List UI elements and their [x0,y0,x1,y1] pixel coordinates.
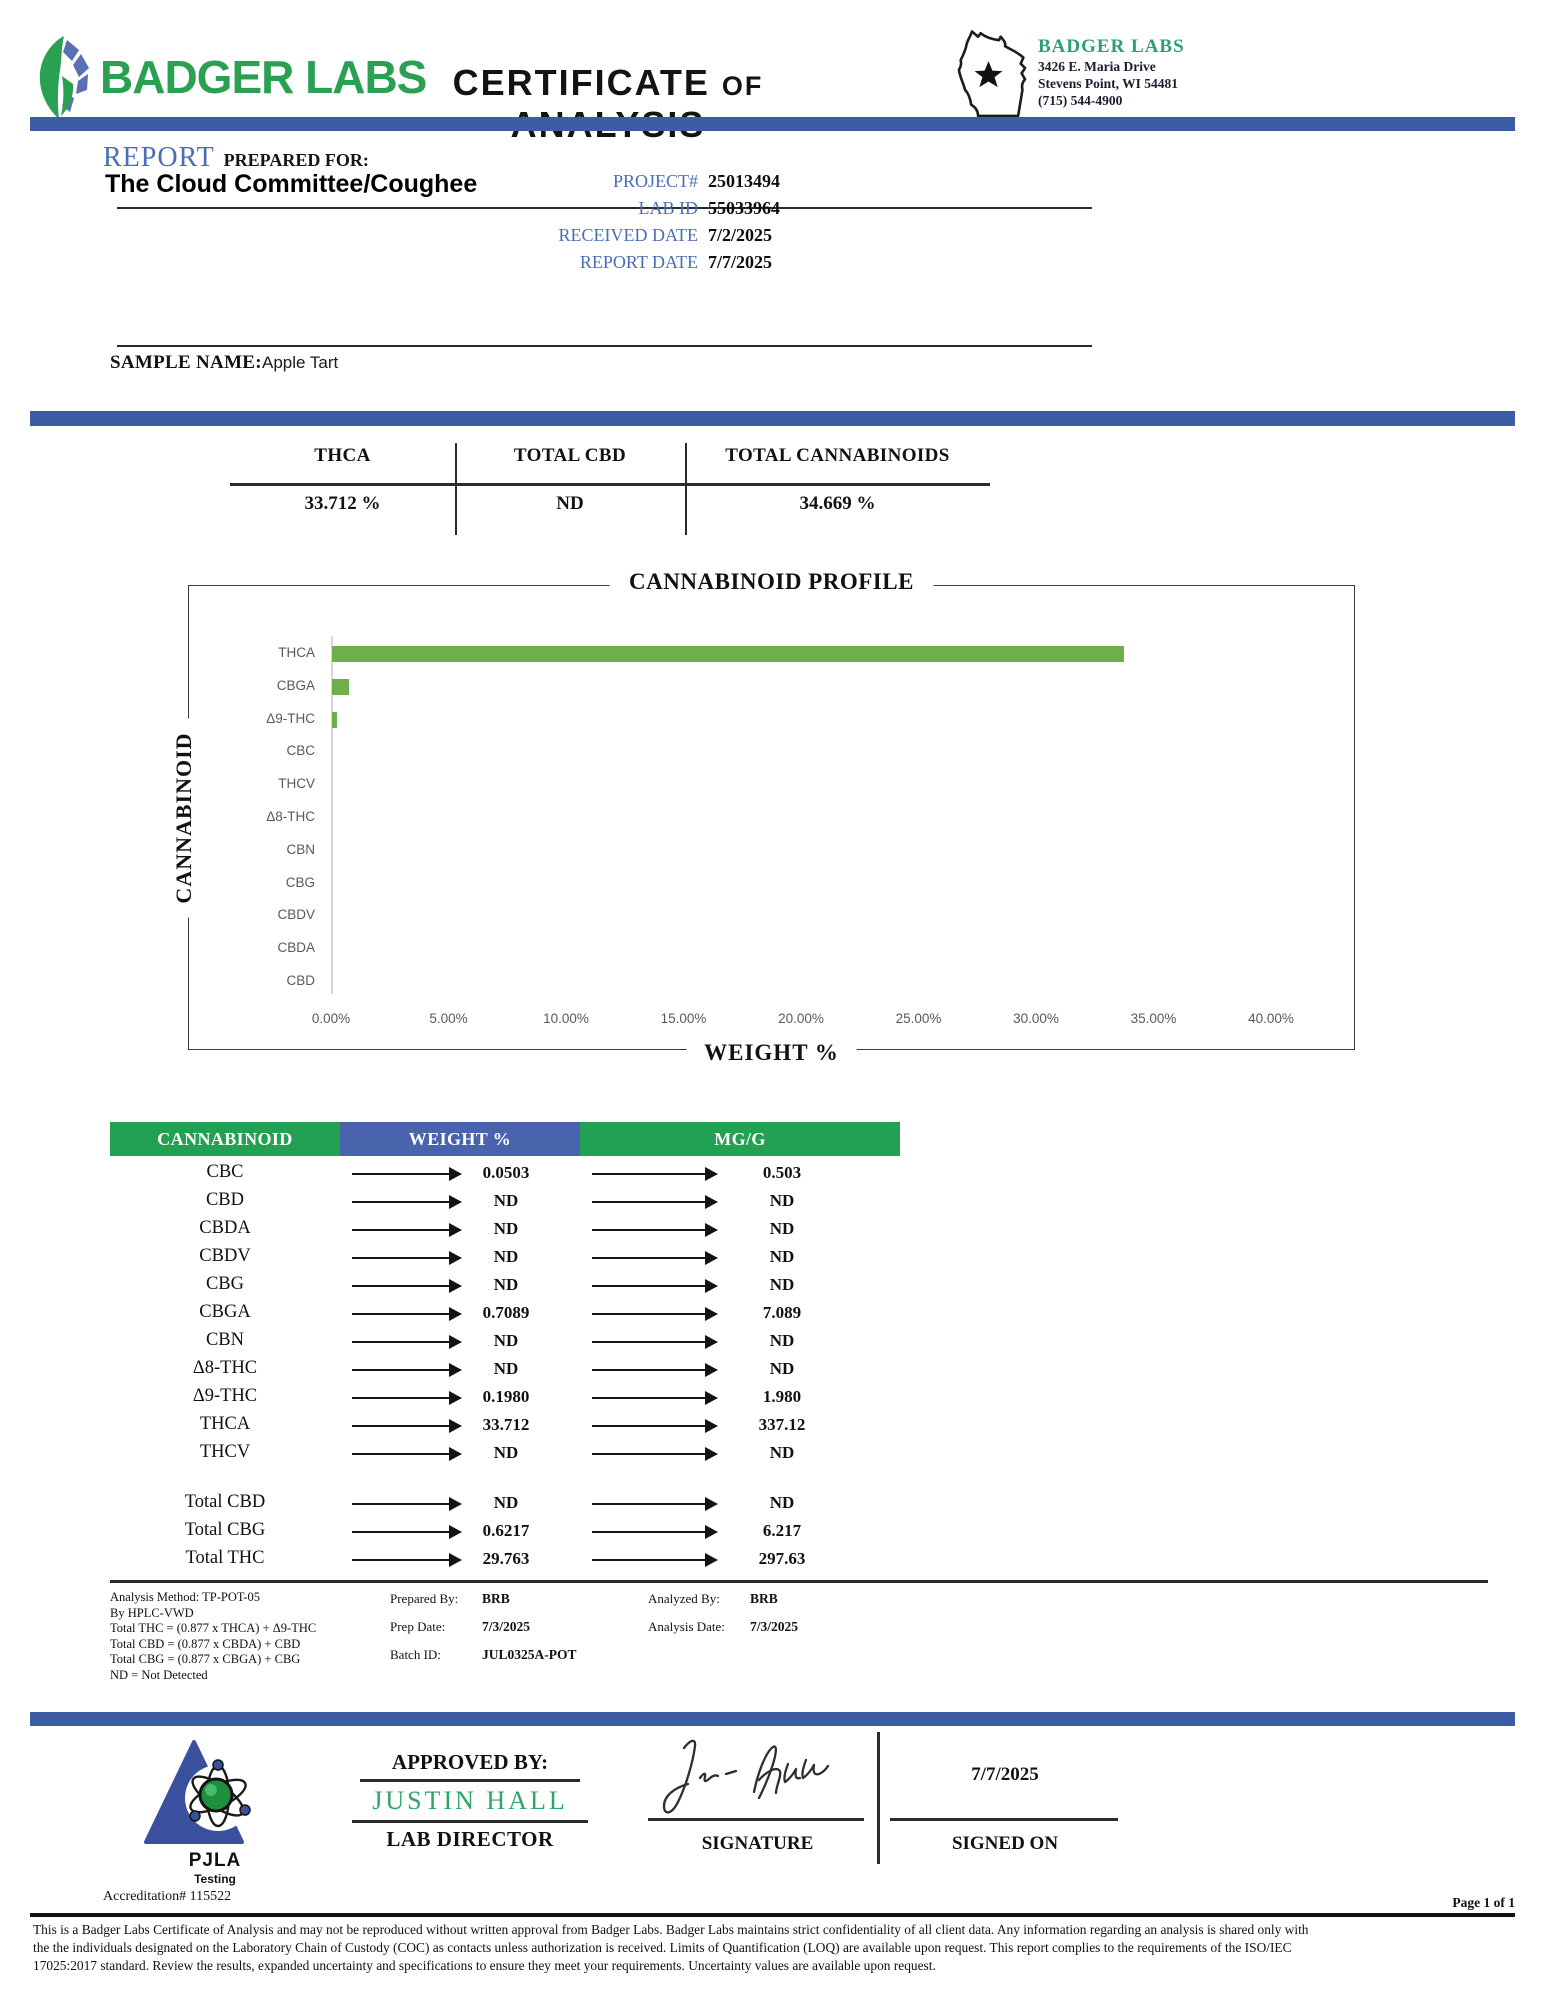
table-cell-weight: ND [493,1443,519,1462]
table-header-mg-g: MG/G [580,1122,900,1156]
table-cell-weight: ND [493,1219,519,1238]
table-cell-name: CBD [205,1190,245,1210]
divider-bar-2 [30,411,1515,426]
lab-address-block [1038,36,1185,109]
table-cell-mgg: 7.089 [762,1303,802,1322]
sample-name-label: SAMPLE NAME: [110,352,262,373]
table-cell-name: Total CBD [184,1492,266,1512]
table-cell-mgg: 1.980 [762,1387,802,1406]
table-cell-name: Δ8-THC [192,1358,258,1378]
table-cell-name: Δ9-THC [192,1386,258,1406]
table-cell-weight: 0.7089 [482,1303,530,1322]
chart-title: CANNABINOID PROFILE [609,569,934,595]
chart-x-axis-title: WEIGHT % [686,1040,857,1066]
table-cell-name: THCA [199,1414,251,1434]
table-cell-name: THCV [199,1442,251,1462]
note-label: Prep Date: [390,1619,446,1634]
signed-on-underline [890,1818,1118,1821]
analysis-method-notes [110,1590,316,1683]
report-field-row [398,252,1098,278]
note-value: 7/3/2025 [750,1619,799,1634]
chart-category-label: CBG [285,874,315,890]
lab-phone: (715) 544-4900 [1038,93,1123,108]
analysis-note-line: Total THC = (0.877 x THCA) + Δ9-THC [110,1621,317,1635]
pjla-testing: Testing [194,1872,236,1886]
analysis-note-line: Analysis Method: TP-POT-05 [110,1590,261,1604]
prep-notes [390,1591,640,1681]
arrow-icon [592,1341,716,1343]
analysis-note-line: Total CBG = (0.877 x CBGA) + CBG [110,1652,301,1666]
page-title [368,62,848,146]
signature-handwriting [658,1728,868,1820]
wisconsin-state-icon [948,28,1036,122]
chart-bar [332,679,349,695]
chart-y-axis-title: CANNABINOID [171,718,197,917]
chart-x-tick-label: 40.00% [1248,1011,1294,1026]
note-label: Analyzed By: [648,1591,720,1606]
report-field-value: 7/2/2025 [708,225,773,245]
chart-bar [332,712,337,728]
table-header-cannabinoid: CANNABINOID [110,1122,340,1156]
arrow-icon [592,1313,716,1315]
cannabinoid-data-table [110,1122,900,1602]
report-field-label: LAB ID [638,198,698,218]
chart-category-label: Δ8-THC [266,809,315,824]
table-cell-weight: ND [493,1331,519,1350]
table-cell-mgg: ND [769,1443,795,1462]
approver-title: LAB DIRECTOR [386,1827,554,1851]
underline-above-sample-name [117,345,1092,347]
note-value: BRB [750,1591,778,1606]
note-row [648,1619,798,1635]
table-cell-mgg: 337.12 [758,1415,806,1434]
arrow-icon [592,1503,716,1505]
chart-x-tick-label: 35.00% [1130,1011,1177,1026]
table-cell-name: CBG [205,1274,245,1294]
arrow-icon [592,1453,716,1455]
chart-category-label: CBDV [277,907,315,923]
table-cell-weight: ND [493,1247,519,1266]
divider-bar-3 [30,1712,1515,1726]
signature-vertical-divider [877,1732,880,1864]
analysis-by-notes [648,1591,908,1651]
table-cell-mgg: ND [769,1359,795,1378]
lab-address-line2: Stevens Point, WI 54481 [1038,76,1179,91]
arrow-icon [592,1397,716,1399]
chart-category-label: Δ9-THC [266,710,315,726]
table-cell-mgg: ND [769,1275,795,1294]
chart-x-tick-label: 20.00% [778,1011,824,1026]
sample-name-value: Apple Tart [262,353,339,372]
arrow-icon [592,1425,716,1427]
divider-bar-top [30,117,1515,131]
page-number: Page 1 of 1 [1452,1895,1515,1910]
chart-category-label: CBD [286,973,315,988]
table-cell-weight: 29.763 [482,1549,530,1568]
chart-x-tick-label: 10.00% [543,1011,589,1026]
title-word-certificate: CERTIFICATE [452,62,710,103]
table-header-weight-: WEIGHT % [340,1122,580,1156]
summary-value: 34.669 % [799,493,876,514]
footer-rule [30,1913,1515,1917]
summary-value: ND [556,493,584,514]
disclaimer-line: This is a Badger Labs Certificate of Analysis and may not be reproduced without written approval from Badger Labs. Badger Labs maintains strict confidentiality of all client data. Any information regarding an analysis is shared only with [33,1922,1309,1937]
table-cell-mgg: ND [769,1247,795,1266]
pjla-label [150,1850,280,1886]
prepared-for-label: PREPARED FOR: [223,150,369,170]
client-name: The Cloud Committee/Coughee [105,170,478,198]
table-cell-weight: ND [493,1493,519,1512]
chart-category-label: THCV [278,776,315,792]
table-cell-weight: 0.6217 [482,1521,530,1540]
arrow-icon [592,1559,716,1561]
approved-by-label: APPROVED BY: [391,1750,549,1774]
badger-labs-leaf-logo-icon [34,36,96,120]
table-cell-mgg: 6.217 [762,1521,802,1540]
chart-category-label: CBDA [277,940,315,956]
report-word: REPORT [103,142,215,173]
table-cell-mgg: ND [769,1219,795,1238]
chart-x-tick-label: 5.00% [429,1011,468,1026]
arrow-icon [592,1257,716,1259]
accreditation-number: Accreditation# 115522 [103,1889,232,1904]
summary-column [455,443,685,535]
signature-label: SIGNATURE [701,1833,814,1854]
summary-table [230,443,990,535]
report-field-value: 55033964 [708,198,780,218]
arrow-icon [592,1173,716,1175]
report-field-row [398,171,1098,197]
table-cell-name: CBDV [199,1246,251,1266]
note-label: Analysis Date: [648,1619,725,1634]
pjla-accreditation-logo [140,1738,295,1850]
note-row [648,1591,778,1607]
table-cell-weight: ND [493,1359,519,1378]
table-cell-name: Total CBG [184,1520,266,1540]
report-field-row [398,198,1098,224]
table-cell-mgg: ND [769,1191,795,1210]
note-label: Batch ID: [390,1647,441,1662]
table-cell-name: CBDA [199,1218,251,1238]
analysis-note-line: By HPLC-VWD [110,1605,194,1620]
pjla-name: PJLA [188,1850,242,1871]
table-cell-mgg: 297.63 [758,1549,806,1568]
table-cell-name: CBGA [199,1302,251,1322]
table-cell-weight: 0.0503 [482,1163,530,1182]
table-bottom-rule [110,1580,1488,1583]
table-cell-weight: ND [493,1275,519,1294]
chart-x-tick-label: 15.00% [660,1011,707,1026]
summary-header: TOTAL CBD [513,445,627,466]
signed-on-label: SIGNED ON [951,1833,1059,1854]
chart-x-tick-label: 30.00% [1013,1011,1059,1026]
note-row [390,1647,577,1663]
arrow-icon [592,1531,716,1533]
report-field-label: PROJECT# [612,171,698,191]
approver-name: JUSTIN HALL [372,1786,568,1815]
report-field-label: RECEIVED DATE [558,225,698,245]
logo-wordmark: BADGER LABS [100,51,427,103]
chart-category-label: CBC [286,743,315,759]
arrow-icon [592,1369,716,1371]
table-cell-name: Total THC [185,1548,265,1568]
note-label: Prepared By: [390,1591,459,1606]
arrow-icon [592,1229,716,1231]
chart-category-label: CBN [286,841,315,857]
arrow-icon [592,1201,716,1203]
chart-category-label: CBGA [276,677,315,693]
note-value: BRB [482,1591,510,1606]
chart-category-label: THCA [278,645,315,660]
analysis-note-line: Total CBD = (0.877 x CBDA) + CBD [110,1636,301,1651]
disclaimer-line: the the individuals designated on the Laboratory Chain of Custody (COC) as contacts unless authorization is received. Limits of Quantification (LOQ) are available upon request. This report complies to the requirements of the ISO/IEC [33,1940,1292,1955]
report-field-value: 25013494 [708,171,780,191]
report-field-value: 7/7/2025 [708,252,773,272]
table-cell-mgg: ND [769,1331,795,1350]
report-field-label: REPORT DATE [579,252,698,272]
cannabinoid-profile-chart [171,569,1355,1065]
note-value: JUL0325A-POT [482,1647,577,1662]
report-field-row [398,225,1098,251]
note-value: 7/3/2025 [482,1619,531,1634]
summary-header: THCA [314,445,371,466]
note-row [390,1619,530,1635]
signature-underline [648,1818,864,1821]
signed-on-date: 7/7/2025 [971,1764,1039,1785]
report-fields [398,171,1098,281]
chart-x-tick-label: 25.00% [895,1011,942,1026]
lab-address-line1: 3426 E. Maria Drive [1038,59,1156,74]
table-cell-weight: 0.1980 [482,1387,530,1406]
chart-bar [332,646,1124,662]
note-row [390,1591,510,1607]
summary-value: 33.712 % [304,493,381,514]
approved-by-underline [360,1779,580,1782]
title-word-of: OF [721,71,764,101]
table-cell-mgg: 0.503 [762,1163,802,1182]
summary-column [230,443,455,535]
approver-name-underline [352,1820,588,1823]
summary-column [685,443,990,535]
table-cell-weight: ND [493,1191,519,1210]
table-cell-mgg: ND [769,1493,795,1512]
disclaimer-line: 17025:2017 standard. Review the results, expanded uncertainty and specifications to ensure they meet your requirements. Uncertainty values are available upon request. [33,1958,936,1973]
table-cell-weight: 33.712 [482,1415,530,1434]
analysis-note-line: ND = Not Detected [110,1667,208,1682]
arrow-icon [592,1285,716,1287]
summary-header: TOTAL CANNABINOIDS [725,445,950,466]
chart-x-tick-label: 0.00% [311,1011,351,1026]
disclaimer-text [33,1921,1515,1975]
table-cell-name: CBC [206,1162,244,1182]
lab-name: BADGER LABS [1038,36,1185,57]
table-cell-name: CBN [205,1330,245,1350]
